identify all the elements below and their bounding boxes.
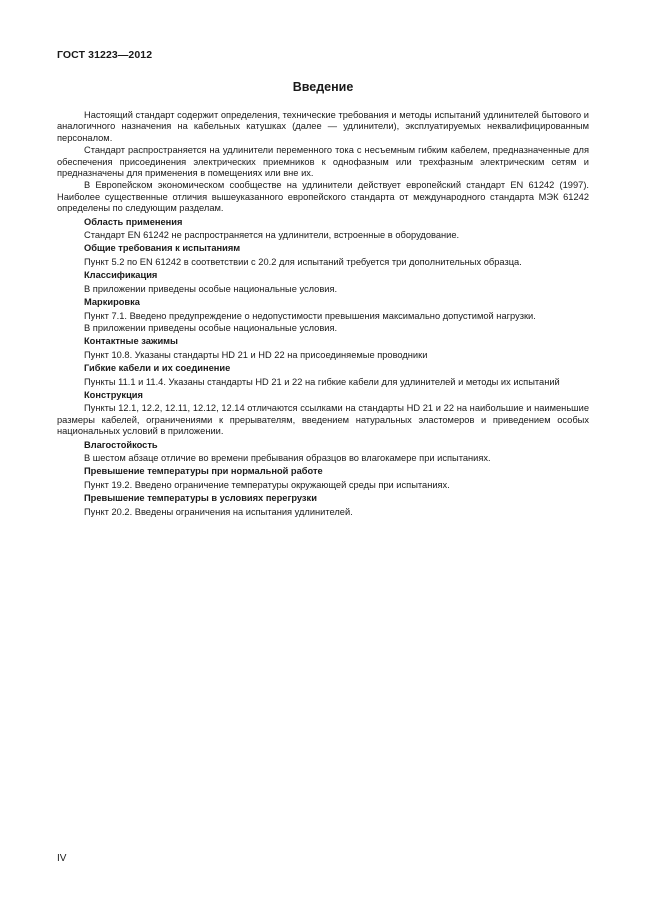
section-title: Введение: [292, 80, 354, 94]
body-paragraph: В Европейском экономическом сообществе на удлинители действует европейский стандарт EN 61242 (1997). Наиболее существенные отличия вышеуказанного европейского стандарта от международного стандарта МЭК 61242 определены по следующим разделам.: [57, 180, 589, 214]
subsection-heading: Превышение температуры при нормальной работе: [84, 466, 323, 477]
body-paragraph: Пункт 7.1. Введено предупреждение о недопустимости превышения максимально допустимой нагрузки.: [84, 310, 536, 321]
subsection-heading: Классификация: [84, 270, 158, 281]
body-paragraph: Пункты 11.1 и 11.4. Указаны стандарты HD 21 и 22 на гибкие кабели для удлинителей и методы их испытаний: [84, 376, 560, 387]
body-paragraph: Пункт 5.2 по EN 61242 в соответствии с 20.2 для испытаний требуется три дополнительных образца.: [84, 256, 522, 267]
document-body: [57, 110, 589, 518]
body-paragraph: В шестом абзаце отличие во времени пребывания образцов во влагокамере при испытаниях.: [84, 452, 491, 463]
body-paragraph: Пункт 10.8. Указаны стандарты HD 21 и HD 22 на присоединяемые проводники: [84, 349, 428, 360]
subsection-heading: Превышение температуры в условиях перегрузки: [84, 493, 317, 504]
subsection-heading: Маркировка: [84, 297, 140, 308]
page-number: IV: [57, 853, 67, 864]
subsection-heading: Гибкие кабели и их соединение: [84, 363, 231, 374]
body-paragraph: Стандарт EN 61242 не распространяется на удлинители, встроенные в оборудование.: [84, 230, 460, 241]
subsection-heading: Общие требования к испытаниям: [84, 243, 241, 254]
subsection-heading: Влагостойкость: [84, 439, 158, 450]
body-paragraph: Стандарт распространяется на удлинители переменного тока с несъемным гибким кабелем, предназначенные для обеспечения присоединения электрических приемников к однофазным или трехфазным электрическим сетям и предназначены для применения в помещениях или вне их.: [57, 145, 589, 179]
body-paragraph: В приложении приведены особые национальные условия.: [84, 322, 338, 333]
body-paragraph: Пункт 20.2. Введены ограничения на испытания удлинителей.: [84, 506, 353, 517]
body-paragraph: В приложении приведены особые национальные условия.: [84, 283, 338, 294]
subsection-heading: Конструкция: [84, 389, 143, 400]
body-paragraph: Настоящий стандарт содержит определения, технические требования и методы испытаний удлинителей бытового и аналогичного назначения на кабельных катушках (далее — удлинители), эксплуатируемых неквалифицированным персоналом.: [57, 110, 589, 143]
body-paragraph: Пункты 12.1, 12.2, 12.11, 12.12, 12.14 отличаются ссылками на стандарты HD 21 и 22 на наибольшие и наименьшие размеры кабелей, ограничениями к прерывателям, введением натуральных эластомеров и приведением особых национальных условий в приложении.: [57, 403, 589, 437]
subsection-heading: Контактные зажимы: [84, 336, 178, 347]
subsection-heading: Область применения: [84, 216, 183, 227]
body-paragraph: Пункт 19.2. Введено ограничение температуры окружающей среды при испытаниях.: [84, 479, 450, 490]
standard-code-header: ГОСТ 31223—2012: [57, 49, 153, 61]
